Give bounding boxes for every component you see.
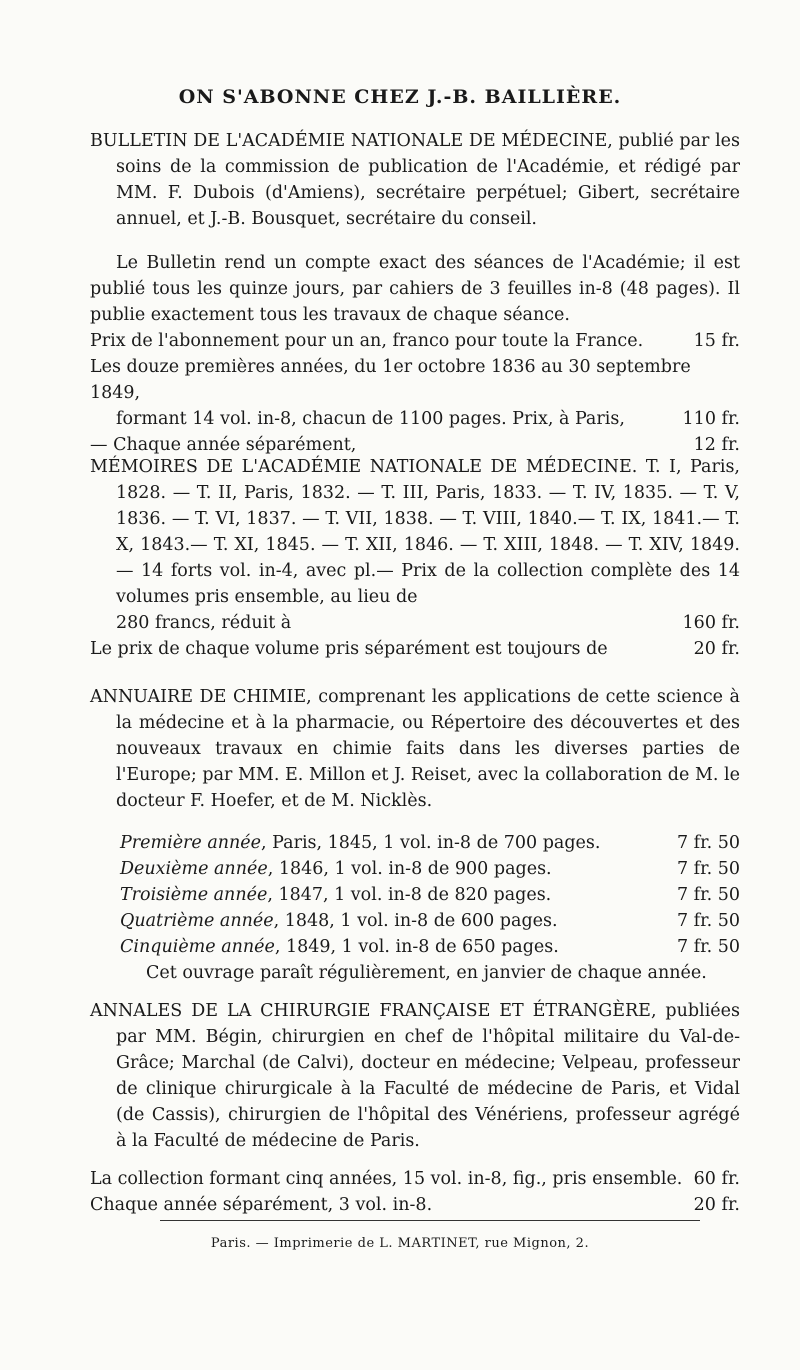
douze-row (90, 406, 740, 432)
entry-bulletin (90, 128, 740, 232)
footer-rule (160, 1220, 700, 1221)
reduit-text: 280 francs, réduit à (116, 613, 292, 633)
edition-row (120, 908, 740, 934)
reduit-row (90, 610, 740, 636)
edition-name: Première année (120, 833, 262, 853)
edition-name: Cinquième année (120, 937, 275, 957)
douze-text-1: Les douze premières années, du 1er octobre 1836 au 30 septembre 1849, (90, 357, 691, 403)
edition-detail: , Paris, 1845, 1 vol. in-8 de 700 pages. (261, 833, 601, 853)
abonnement-text: Prix de l'abonnement pour un an, franco pour toute la France. (90, 331, 644, 351)
edition-row (120, 934, 740, 960)
collection-text: La collection formant cinq années, 15 vol. in-8, fig., pris ensemble. (90, 1169, 683, 1189)
separement-price: 12 fr. (693, 435, 740, 455)
page-header: ON S'ABONNE CHEZ J.-B. BAILLIÈRE. (178, 86, 622, 108)
bulletin-description: Le Bulletin rend un compte exact des séances de l'Académie; il est publié tous les quinze jours, par cahiers de 3 feuilles in-8 (48 pages). Il publie exactement tous les travaux de chaque séance. (90, 253, 740, 325)
collection-row (90, 1166, 740, 1192)
edition-price: 7 fr. 50 (676, 885, 740, 905)
abonnement-price: 15 fr. (693, 331, 740, 351)
edition-row (120, 830, 740, 856)
entry-annuaire (90, 684, 740, 986)
edition-detail: , 1846, 1 vol. in-8 de 900 pages. (267, 859, 552, 879)
volume-text: Le prix de chaque volume pris séparément est toujours de (90, 639, 608, 659)
edition-row (120, 856, 740, 882)
edition-price: 7 fr. 50 (676, 833, 740, 853)
annee-row (90, 1192, 740, 1218)
edition-price: 7 fr. 50 (676, 937, 740, 957)
bulletin-abonnement-row (90, 328, 740, 354)
reduit-price: 160 fr. (682, 613, 740, 633)
annales-text: ANNALES DE LA CHIRURGIE FRANÇAISE ET ÉTRANGÈRE, publiées par MM. Bégin, chirurgien en chef de l'hôpital militaire du Val-de-Grâce; Marchal (de Calvi), docteur en médecine; Velpeau, professeur de clinique chirurgicale à la Faculté de médecine de Paris, et Vidal (de Cassis), chirurgien de l'hôpital des Vénériens, professeur agrégé à la Faculté de médecine de Paris. (90, 1001, 740, 1151)
collection-price: 60 fr. (693, 1169, 740, 1189)
entry-memoires (90, 454, 740, 662)
entry-annales (90, 998, 740, 1218)
volume-price: 20 fr. (693, 639, 740, 659)
annuaire-note: Cet ouvrage paraît régulièrement, en janvier de chaque année. (146, 963, 707, 983)
volume-row (90, 636, 740, 662)
edition-detail: , 1847, 1 vol. in-8 de 820 pages. (267, 885, 552, 905)
bulletin-title: BULLETIN DE L'ACADÉMIE NATIONALE DE MÉDECINE, publié par les soins de la commission de publication de l'Académie, et rédigé par MM. F. Dubois (d'Amiens), secrétaire perpétuel; Gibert, secrétaire annuel, et J.-B. Bousquet, secrétaire du conseil. (90, 131, 740, 229)
memoires-text: MÉMOIRES DE L'ACADÉMIE NATIONALE DE MÉDECINE. T. I, Paris, 1828. — T. II, Paris, 1832. — T. III, Paris, 1833. — T. IV, 1835. — T. V, 1836. — T. VI, 1837. — T. VII, 1838. — T. VIII, 1840.— T. IX, 1841.— T. X, 1843.— T. XI, 1845. — T. XII, 1846. — T. XIII, 1848. — T. XIV, 1849. — 14 forts vol. in-4, avec pl.— Prix de la collection complète des 14 volumes pris ensemble, au lieu de (90, 457, 740, 607)
edition-name: Quatrième année (120, 911, 274, 931)
douze-price: 110 fr. (682, 409, 740, 429)
edition-price: 7 fr. 50 (676, 911, 740, 931)
annee-price: 20 fr. (693, 1195, 740, 1215)
printer-footer: Paris. — Imprimerie de L. MARTINET, rue Mignon, 2. (210, 1236, 590, 1251)
edition-price: 7 fr. 50 (676, 859, 740, 879)
edition-detail: , 1848, 1 vol. in-8 de 600 pages. (273, 911, 558, 931)
annee-text: Chaque année séparément, 3 vol. in-8. (90, 1195, 433, 1215)
annuaire-text: ANNUAIRE DE CHIMIE, comprenant les applications de cette science à la médecine et à la pharmacie, ou Répertoire des découvertes et des nouveaux travaux en chimie faits dans les diverses parties de l'Europe; par MM. E. Millon et J. Reiset, avec la collaboration de M. le docteur F. Hoefer, et de M. Nicklès. (90, 687, 740, 811)
edition-name: Deuxième année (120, 859, 268, 879)
annuaire-editions (90, 830, 740, 986)
edition-row (120, 882, 740, 908)
douze-text-2: formant 14 vol. in-8, chacun de 1100 pages. Prix, à Paris, (116, 409, 625, 429)
entry-bulletin-desc (90, 250, 740, 458)
edition-name: Troisième année (120, 885, 268, 905)
edition-detail: , 1849, 1 vol. in-8 de 650 pages. (274, 937, 559, 957)
separement-text: — Chaque année séparément, (90, 435, 357, 455)
